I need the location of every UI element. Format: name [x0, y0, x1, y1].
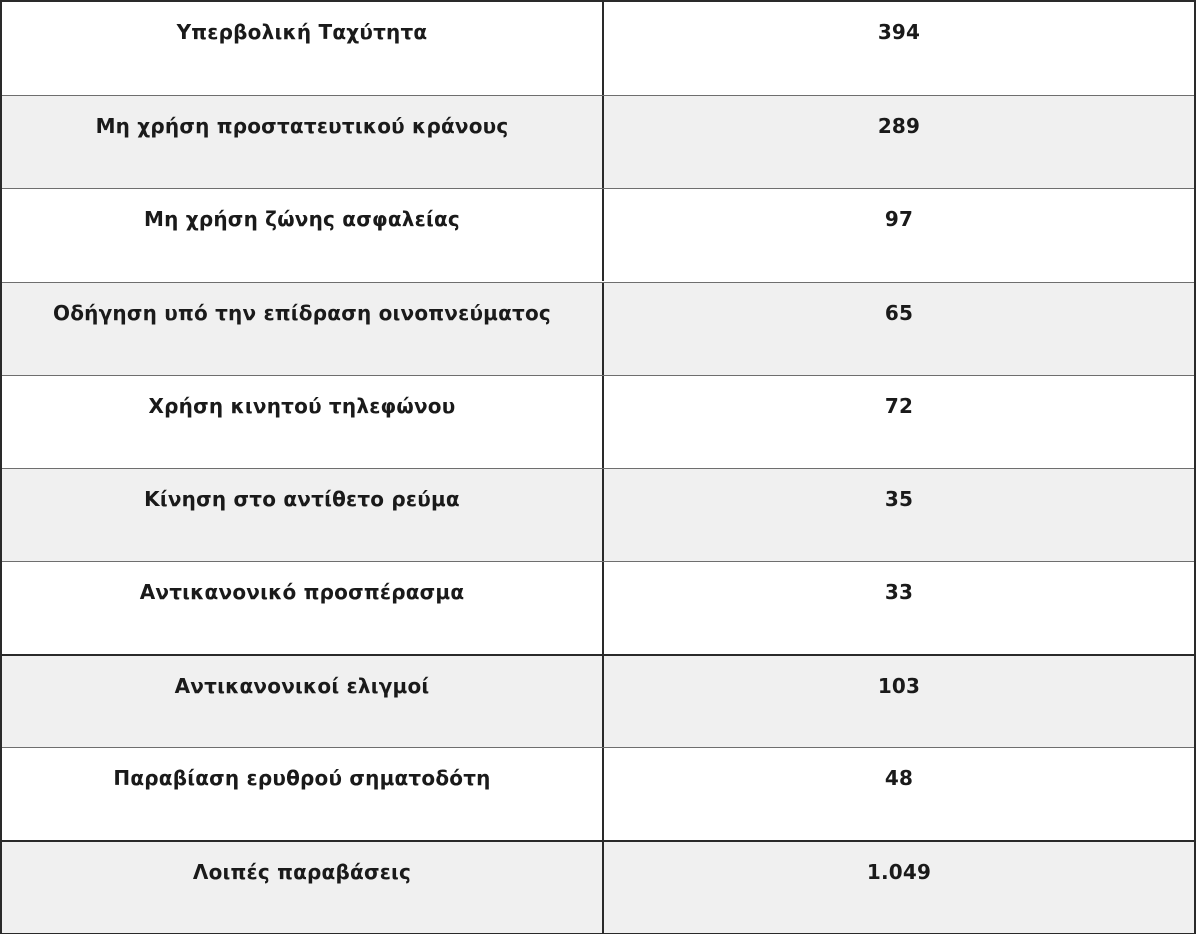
violation-count: 1.049 [602, 842, 1194, 933]
violation-count: 289 [602, 96, 1194, 188]
table-row [2, 468, 1194, 561]
violation-label: Αντικανονικό προσπέρασμα [139, 580, 465, 604]
table-row [2, 561, 1194, 654]
violation-count: 72 [602, 376, 1194, 468]
violation-count: 48 [602, 748, 1194, 840]
table-row [2, 2, 1194, 95]
violation-label: Οδήγηση υπό την επίδραση οινοπνεύματος [53, 301, 551, 325]
violation-count: 33 [602, 562, 1194, 654]
table-row [2, 188, 1194, 281]
violation-label: Χρήση κινητού τηλεφώνου [148, 394, 456, 418]
violation-count: 394 [602, 2, 1194, 95]
violation-label: Υπερβολική Ταχύτητα [176, 20, 428, 44]
table-row [2, 840, 1194, 933]
violation-count: 35 [602, 469, 1194, 561]
violation-label: Παραβίαση ερυθρού σηματοδότη [113, 766, 491, 790]
table-row [2, 747, 1194, 840]
violation-label: Μη χρήση προστατευτικού κράνους [95, 114, 509, 138]
violation-label: Λοιπές παραβάσεις [192, 860, 412, 884]
violation-label: Μη χρήση ζώνης ασφαλείας [144, 207, 460, 231]
violation-count: 65 [602, 283, 1194, 375]
table-row [2, 95, 1194, 188]
violation-label: Κίνηση στο αντίθετο ρεύμα [144, 487, 460, 511]
violation-label: Αντικανονικοί ελιγμοί [174, 674, 430, 698]
violation-count: 97 [602, 189, 1194, 281]
table-row [2, 654, 1194, 747]
table-row [2, 375, 1194, 468]
violation-count: 103 [602, 656, 1194, 747]
table-row [2, 282, 1194, 375]
